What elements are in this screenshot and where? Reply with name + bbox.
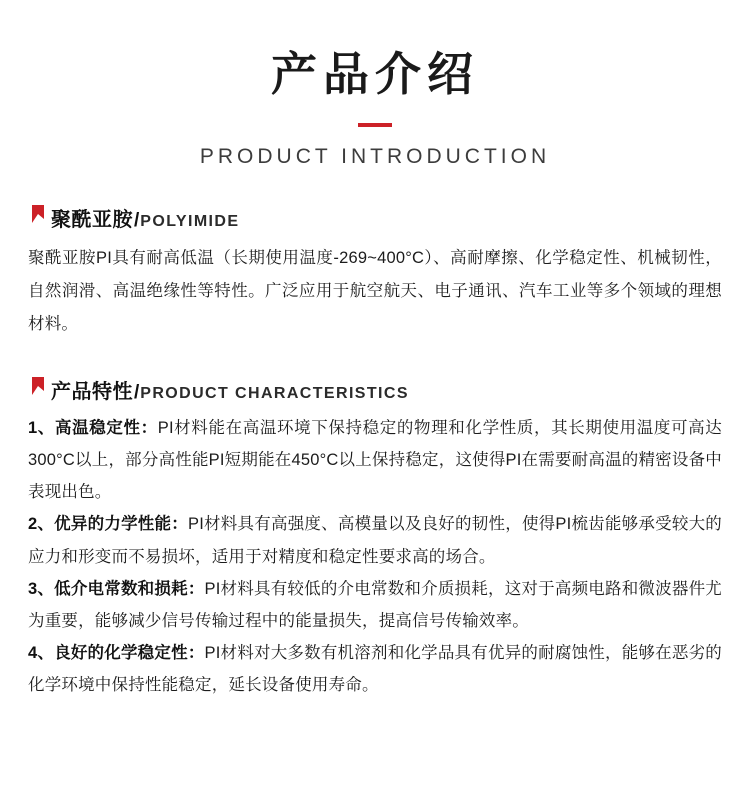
section-title-cn: 聚酰亚胺 <box>51 208 133 231</box>
list-item-label: 1、高温稳定性： <box>28 418 158 437</box>
page-title: 产品介绍 <box>271 48 479 100</box>
page-header <box>28 0 722 169</box>
list-item <box>28 637 722 701</box>
list-item <box>28 508 722 572</box>
section-title-en: POLYIMIDE <box>140 212 240 230</box>
section-title-separator: / <box>134 381 140 403</box>
list-item <box>28 412 722 509</box>
title-divider <box>358 123 392 127</box>
section-title-separator: / <box>134 209 140 231</box>
flag-marker-icon <box>32 377 44 397</box>
section-polyimide <box>28 203 722 341</box>
list-item-text: PI材料具有高强度、高模量以及良好的韧性，使得PI梳齿能够承受较大的应力和形变而不易损坏，适用于对精度和稳定性要求高的场合。 <box>28 515 722 566</box>
page-subtitle: PRODUCT INTRODUCTION <box>199 144 551 168</box>
list-item-text: PI材料能在高温环境下保持稳定的物理和化学性质，其长期使用温度可高达300°C以上，部分高性能PI短期能在450°C以上保持稳定，这使得PI在需要耐高温的精密设备中表现出色。 <box>28 418 723 502</box>
list-item-label: 2、优异的力学性能： <box>28 515 189 534</box>
section-title-en: PRODUCT CHARACTERISTICS <box>140 384 409 402</box>
list-item-label: 4、良好的化学稳定性： <box>28 644 205 663</box>
section-characteristics-heading <box>28 375 722 404</box>
section-title-cn: 产品特性 <box>51 380 133 403</box>
list-item <box>28 573 722 637</box>
section-polyimide-heading <box>28 203 722 232</box>
list-item-text: PI材料对大多数有机溶剂和化学品具有优异的耐腐蚀性，能够在恶劣的化学环境中保持性能稳定，延长设备使用寿命。 <box>28 644 722 695</box>
list-item-text: PI材料具有较低的介电常数和介质损耗，这对于高频电路和微波器件尤为重要，能够减少信号传输过程中的能量损失，提高信号传输效率。 <box>28 579 722 630</box>
section-characteristics <box>28 375 722 702</box>
list-item-label: 3、低介电常数和损耗： <box>28 579 205 598</box>
section-polyimide-paragraph: 聚酰亚胺PI具有耐高低温（长期使用温度-269~400°C）、高耐摩擦、化学稳定性、机械韧性，自然润滑、高温绝缘性等特性。广泛应用于航空航天、电子通讯、汽车工业等多个领域的理想材料。 <box>28 248 722 333</box>
characteristics-list <box>28 412 722 702</box>
flag-marker-icon <box>32 205 44 225</box>
